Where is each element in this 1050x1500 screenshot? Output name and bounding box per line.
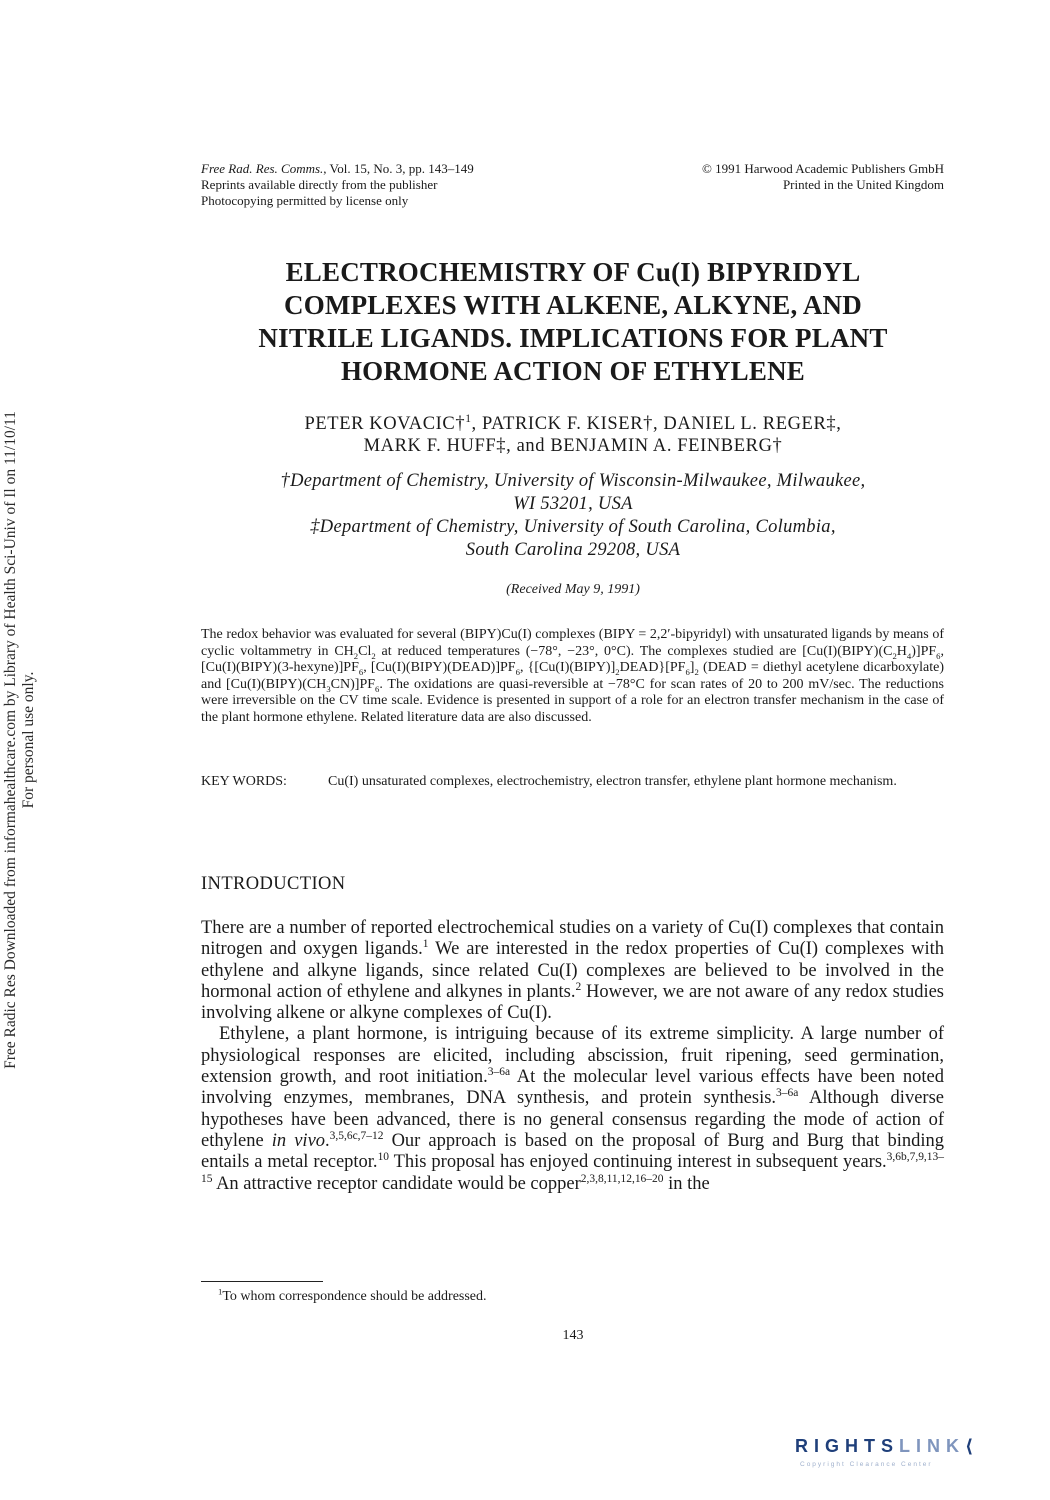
rightslink-link: LINK xyxy=(899,1436,966,1456)
download-notice-line1: Free Radic Res Downloaded from informahealthcare.com by Library of Health Sci-Univ of Il on 11/10/11 xyxy=(2,411,19,1069)
footnote xyxy=(218,1286,487,1305)
footnote-mark: 1 xyxy=(218,1286,223,1297)
received-date: (Received May 9, 1991) xyxy=(506,582,640,597)
title-line: COMPLEXES WITH ALKENE, ALKYNE, AND xyxy=(284,290,862,320)
copyright-line: © 1991 Harwood Academic Publishers GmbH xyxy=(701,161,944,176)
journal-name: Free Rad. Res. Comms. xyxy=(201,161,324,176)
download-notice-line2: For personal use only. xyxy=(20,671,37,809)
affiliation-wisconsin-address: WI 53201, USA xyxy=(513,494,633,514)
rightslink-rights: RIGHTS xyxy=(795,1436,900,1456)
citation: 10 xyxy=(377,1151,390,1164)
journal-header xyxy=(201,161,601,209)
citation: 3,5,6c,7–12 xyxy=(329,1129,384,1142)
footnote-divider xyxy=(201,1281,323,1282)
affiliation-wisconsin: †Department of Chemistry, University of Wisconsin-Milwaukee, Milwaukee, xyxy=(280,471,866,491)
rightslink-caption: Copyright Clearance Center xyxy=(800,1461,933,1468)
affiliation-south-carolina: ‡Department of Chemistry, University of South Carolina, Columbia, xyxy=(310,517,836,537)
paragraph: Ethylene, a plant hormone, is intriguing because of its extreme simplicity. A large number of physiological responses are elicited, including abscission, fruit ripening, seed germination, extension growth, and root initiation.$^{3-6a}$ At the molecular level various effects have been noted involving enzymes, membranes, DNA synthesis, and protein synthesis.$^{3-6a}$ Although diverse hypotheses have been advanced, there is no general consensus regarding the mode of action of ethylene in vivo.$^{3,5,6c,7-12}$ Our approach is based on the proposal of Burg and Burg that binding entails a metal receptor.$^{10}$ This proposal has enjoyed continuing interest in subsequent years.$^{3,6b,7,9,13-15}$ An attractive receptor candidate would be copper$^{2,3,8,11,12,16-20}$ in the xyxy=(201,1024,945,1194)
citation: 2,3,8,11,12,16–20 xyxy=(580,1172,664,1185)
citation: 1 xyxy=(422,938,429,951)
author-footnote-mark: 1 xyxy=(465,412,472,425)
reprints-note: Reprints available directly from the publisher xyxy=(201,177,438,192)
keywords-label: KEY WORDS: xyxy=(201,774,287,789)
title-line: NITRILE LIGANDS. IMPLICATIONS FOR PLANT xyxy=(258,323,888,353)
citation: 3–6a xyxy=(776,1087,799,1100)
keywords xyxy=(201,773,944,790)
author-names-line2: MARK F. HUFF‡, and BENJAMIN A. FEINBERG† xyxy=(363,436,783,456)
affiliation-south-carolina-address: South Carolina 29208, USA xyxy=(465,540,681,560)
abstract: The redox behavior was evaluated for several (BIPY)Cu(I) complexes (BIPY = 2,2′-bipyridyl) with unsaturated ligands by means of cyclic voltammetry in $CH_2Cl_2$ at reduced temperatures (−78°, −23°, 0°C). The complexes studied are $[Cu(I)(BIPY)(C_2H_4)]PF_6$, $[Cu(I)(BIPY)(3-hexyne)]PF_6$, $[Cu(I)(BIPY)(DEAD)]PF_6$, $\{[Cu(I)(BIPY)]_2DEAD\}[PF_6]_2$ (DEAD = diethyl acetylene dicarboxylate) and $[Cu(I)(BIPY)(CH_3CN)]PF_6$. The oxidations are quasi-reversible at −78°C for scan rates of 20 to 200 mV/sec. The reductions were irreversible on the CV time scale. Evidence is presented in support of a role for an electron transfer mechanism in the case of the plant hormone ethylene. Related literature data are also discussed. xyxy=(201,627,945,725)
keywords-text: Cu(I) unsaturated complexes, electrochemistry, electron transfer, ethylene plant hormone mechanism. xyxy=(328,774,897,789)
publisher-header xyxy=(600,161,944,193)
citation: 2 xyxy=(575,980,582,993)
paragraph: There are a number of reported electrochemical studies on a variety of Cu(I) complexes that contain nitrogen and oxygen ligands.$^1$ We are interested in the redox properties of Cu(I) complexes with ethylene and alkyne ligands, since related Cu(I) complexes are believed to be involved in the hormonal action of ethylene and alkynes in plants.$^2$ However, we are not aware of any redox studies involving alkene or alkyne complexes of Cu(I). xyxy=(201,918,944,1024)
citation: 3–6a xyxy=(487,1065,511,1078)
rightslink-arrow-icon: ⟨ xyxy=(965,1436,980,1456)
page-number: 143 xyxy=(562,1328,584,1343)
printed-line: Printed in the United Kingdom xyxy=(782,177,944,192)
affiliations xyxy=(200,470,946,562)
author-list xyxy=(200,413,946,457)
title-line: ELECTROCHEMISTRY OF Cu(I) BIPYRIDYL xyxy=(285,257,861,287)
download-notice xyxy=(0,0,40,1500)
author-names: , PATRICK F. KISER†, DANIEL L. REGER‡, xyxy=(471,414,842,434)
photocopy-note: Photocopying permitted by license only xyxy=(201,193,409,208)
rightslink-logo[interactable] xyxy=(795,1436,979,1457)
article-title xyxy=(200,256,946,388)
section-heading: INTRODUCTION xyxy=(201,874,346,894)
title-line: HORMONE ACTION OF ETHYLENE xyxy=(340,356,805,386)
author-kovacic: PETER KOVACIC† xyxy=(304,414,466,434)
introduction-body xyxy=(201,918,944,1195)
citation: 3,6b,7,9,13–15 xyxy=(201,1151,944,1185)
volume-info: , Vol. 15, No. 3, pp. 143–149 xyxy=(323,161,474,176)
footnote-text: To whom correspondence should be addressed. xyxy=(222,1289,487,1304)
